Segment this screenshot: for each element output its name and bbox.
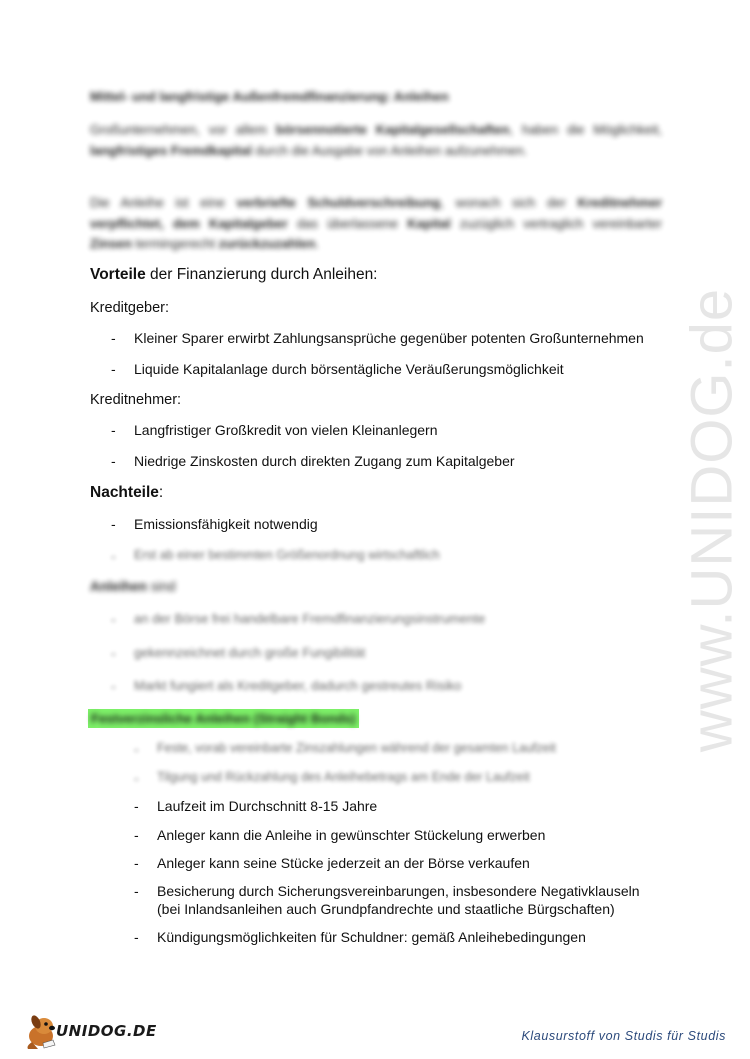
highlighted-heading: Festverzinsliche Anleihen (Straight Bonds): [88, 709, 359, 728]
kreditnehmer-label: Kreditnehmer:: [90, 392, 182, 408]
unidog-logo: [24, 1012, 159, 1050]
section-heading-anleihen: Mittel- und langfristige Außenfremdfinanzierung: Anleihen: [90, 89, 449, 104]
vorteile-heading: Vorteile der Finanzierung durch Anleihen:: [90, 266, 378, 283]
nachteile-heading: Nachteile:: [90, 484, 164, 501]
footer-slogan: Klausurstoff von Studis für Studis: [521, 1029, 726, 1043]
intro-paragraph-1: Großunternehmen, vor allem börsennotierte Kapitalgesellschaften, haben die Möglichkeit, langfristiges Fremdkapital durch die Ausgabe von Anleihen aufzunehmen.: [90, 122, 662, 158]
watermark: www.UNIDOG.de: [679, 287, 745, 753]
anleihen-heading: Anleihen sind: [90, 579, 176, 594]
intro-paragraph-2: Die Anleihe ist eine verbriefte Schuldverschreibung, wonach sich der Kreditnehmer verpflichtet, dem Kapitalgeber das überlassene Kapital zuzüglich vertraglich vereinbarter Zinsen termingerecht zurückzuzahlen.: [90, 195, 663, 251]
kreditgeber-label: Kreditgeber:: [90, 300, 169, 316]
document-page: www.UNIDOG.de Mittel- und langfristige Außenfremdfinanzierung: Anleihen Großunternehmen, vor allem börsennotierte Kapitalgesellschaften, haben die Möglichkeit, langfristiges Fremdkapital durch die Ausgabe von Anleihen aufzunehmen. Die Anleihe ist eine verbriefte Schuldverschreibung, wonach sich der Kreditnehmer verpflichtet, dem Kapitalgeber das überlassene Kapital zuzüglich vertraglich vereinbarter Zinsen termingerecht zurückzuzahlen. Vorteile der Finanzierung durch Anleihen: Kreditgeber: - Kleiner Sparer erwirbt Zahlungsansprüche gegenüber potenten Großunternehmen - Liquide Kapitalanlage durch börsentägliche Veräußerungsmöglichkeit Kreditnehmer: - Langfristiger Großkredit von vielen Kleinanlegern - Niedrige Zinskosten durch direkten Zugang zum Kapitalgeber Nachteile: - Emissionsfähigkeit notwendig - Erst ab einer bestimmten Größenordnung wirtschaftlich Anleihen sind - an der Börse frei handelbare Fremdfinanzierungsinstrumente - gekennzeichnet durch große Fungibilität - Markt fungiert als Kreditgeber, dadurch gestreutes Risiko Festverzinsliche Anleihen (Straight Bonds) - Feste, vorab vereinbarte Zinszahlungen während der gesamten Laufzeit - Tilgung und Rückzahlung des Anleihebetrags am Ende der Laufzeit - Laufzeit im Durchschnitt 8-15 Jahre - Anleger kann die Anleihe in gewünschter Stückelung erwerben - Anleger kann seine Stücke jederzeit an der Börse verkaufen - Besicherung durch Sicherungsvereinbarungen, insbesondere Negativklauseln (bei Inlandsanleihen auch Grundpfandrechte und staatliche Bürgschaften) - Kündigungsmöglichkeiten für Schuldner: gemäß Anleihebedingungen UNIDOG.DE Klausurstoff von Studis für Studis: [0, 0, 750, 1059]
logo-text: UNIDOG.DE: [56, 1022, 157, 1040]
